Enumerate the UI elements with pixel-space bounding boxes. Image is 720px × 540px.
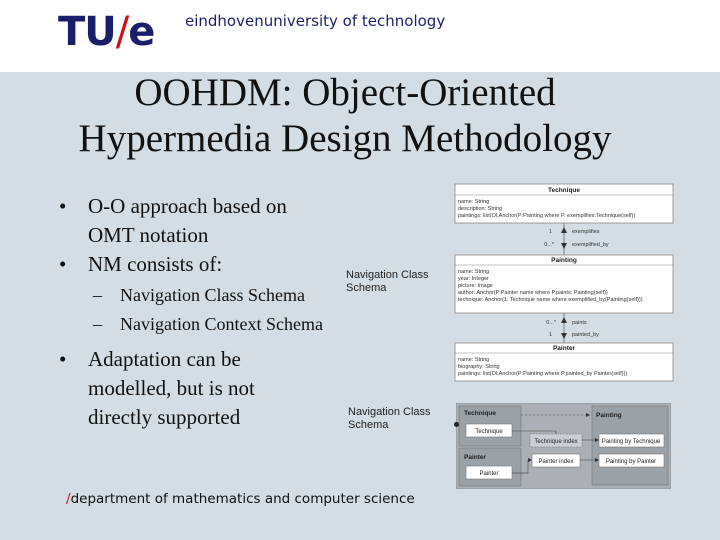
class-attr: paintings: list(Ol,Anchor(P:Painting where P. exemplifies:Technique(self)) — [458, 213, 636, 219]
class-attr: name: String — [458, 357, 490, 363]
label-line: Navigation Class — [346, 269, 429, 281]
sub-bullet-item — [55, 281, 355, 310]
class-name: Painter — [552, 345, 576, 352]
label-line: Navigation Class — [348, 406, 431, 418]
footer-text: department of mathematics and computer science — [70, 491, 415, 507]
bullet-text: Adaptation can be — [88, 347, 241, 371]
bullet-text: NM consists of: — [88, 252, 223, 276]
role-name: painted_by — [572, 332, 599, 338]
index-label: Painter index — [538, 459, 574, 465]
role-name: exemplifies — [572, 229, 600, 235]
context-box-label: Painting by Technique — [601, 439, 661, 445]
context-box-label: Technique — [475, 429, 503, 435]
sub-bullet-text: Navigation Class Schema — [120, 285, 305, 305]
role-name: exemplified_by — [572, 242, 609, 248]
nav-class-schema-label — [346, 269, 429, 295]
arrow-down-icon — [561, 243, 567, 249]
label-line: Schema — [346, 282, 387, 294]
group-title: Technique — [464, 410, 497, 417]
painter-class-box — [455, 343, 673, 381]
multiplicity: 0...* — [544, 242, 554, 248]
bullet-text: OMT notation — [88, 223, 209, 247]
class-attr: name: String — [458, 269, 490, 275]
multiplicity: 1 — [548, 229, 552, 235]
bullet-text: directly supported — [88, 405, 241, 429]
title-line-1: OOHDM: Object-Oriented — [134, 71, 556, 114]
sub-bullet-marker: – — [93, 285, 102, 305]
group-title: Painter — [464, 454, 487, 461]
slide-footer — [66, 491, 415, 507]
bullet-item — [55, 250, 355, 279]
bullet-marker: • — [59, 194, 67, 218]
context-box-label: Painter — [479, 471, 499, 477]
class-attr: description: String — [458, 206, 503, 212]
class-attr: biography: String — [458, 364, 500, 370]
tue-logo: TU/e — [58, 9, 155, 55]
sub-bullet-text: Navigation Context Schema — [120, 314, 323, 334]
bullet-item — [55, 192, 355, 250]
slide-header — [0, 0, 720, 72]
navigation-class-diagram — [454, 183, 676, 383]
bullet-item — [55, 345, 355, 432]
bullet-marker: • — [59, 252, 67, 276]
bullet-marker: • — [59, 347, 67, 371]
footer-slash: / — [66, 491, 71, 507]
multiplicity: 0...* — [546, 320, 556, 326]
arrow-down-icon — [561, 333, 567, 339]
sub-bullet-marker: – — [93, 314, 102, 334]
multiplicity: 1 — [548, 332, 552, 338]
group-title: Painting — [596, 412, 622, 419]
university-name: eindhovenuniversity of technology — [185, 12, 446, 30]
class-attr: year: Integer — [458, 276, 489, 282]
painting-class-box — [455, 255, 673, 313]
bullet-list — [55, 192, 355, 432]
context-box-label: Painting by Painter — [605, 459, 657, 465]
bullet-text: O-O approach based on — [88, 194, 287, 218]
slide-title — [0, 70, 690, 162]
class-attr: picture: Image — [458, 283, 493, 289]
navigation-context-diagram — [456, 403, 671, 489]
class-name: Technique — [547, 187, 581, 194]
arrow-up-icon — [561, 317, 567, 323]
role-name: paints — [572, 320, 587, 326]
arrow-up-icon — [561, 227, 567, 233]
nav-context-schema-label — [348, 406, 431, 432]
label-line: Schema — [348, 419, 389, 431]
title-line-2: Hypermedia Design Methodology — [78, 117, 612, 160]
index-label: Technique index — [534, 439, 578, 445]
technique-class-box — [455, 184, 673, 223]
bullet-text: modelled, but is not — [88, 376, 255, 400]
class-name: Painting — [551, 257, 577, 264]
class-attr: paintings: list(Ol,Anchor(P:Painting where P.painted_by Painter(self))) — [458, 371, 628, 377]
class-attr: technique: Anchor(1: Technique name where exemplified_by(Painting(self))) — [458, 297, 643, 303]
class-attr: author: Anchor(P:Painter name where P.paints: Painting(self)) — [458, 290, 608, 296]
sub-bullet-item — [55, 310, 355, 339]
pointer-dot — [454, 422, 459, 427]
class-attr: name: String — [458, 199, 490, 205]
